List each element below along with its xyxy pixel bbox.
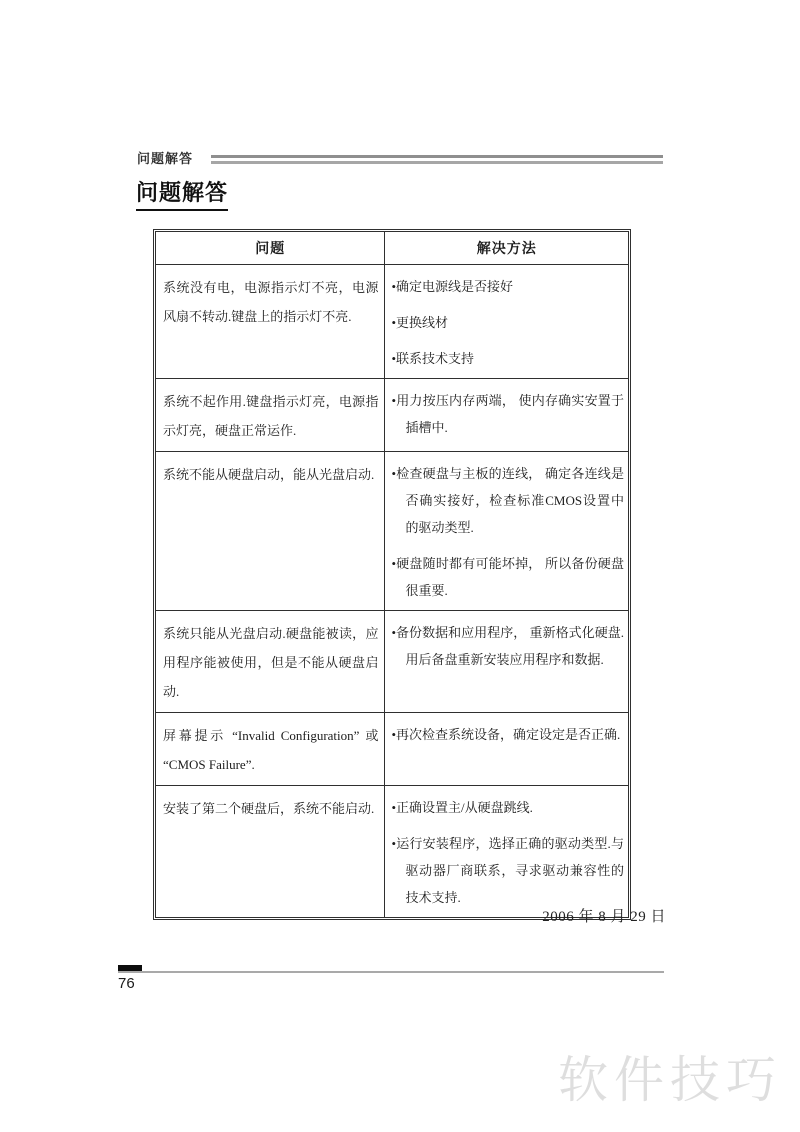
solution-item: •检查硬盘与主板的连线， 确定各连线是否确实接好，检查标准CMOS设置中的驱动类型. [391, 466, 624, 535]
table-row [156, 265, 629, 379]
solution-item: •硬盘随时都有可能坏掉， 所以备份硬盘很重要. [391, 556, 624, 598]
running-header-label: 问题解答 [137, 151, 194, 166]
solution-cell [385, 786, 629, 918]
solution-cell [385, 452, 629, 611]
header-divider-line-bottom [211, 161, 663, 164]
solution-item: •联系技术支持 [391, 351, 475, 366]
footer-rule [118, 971, 664, 973]
problem-cell: 系统不起作用.键盘指示灯亮，电源指示灯亮，硬盘正常运作. [156, 379, 385, 452]
table-row [156, 379, 629, 452]
solution-item: •再次检查系统设备，确定设定是否正确. [391, 727, 621, 742]
solution-item: •更换线材 [391, 315, 449, 330]
table-row [156, 786, 629, 918]
table-row [156, 713, 629, 786]
solution-cell [385, 713, 629, 786]
header-divider-lines [211, 155, 663, 164]
solution-item: •运行安装程序，选择正确的驱动类型.与驱动器厂商联系，寻求驱动兼容性的技术支持. [391, 836, 624, 905]
table-row [156, 611, 629, 713]
solution-item: •确定电源线是否接好 [391, 279, 514, 294]
header-divider-line-top [211, 155, 663, 158]
page-title: 问题解答 [136, 176, 228, 211]
date-line: 2006 年 8 月 29 日 [542, 909, 666, 925]
problem-cell: 系统没有电，电源指示灯不亮，电源风扇不转动.键盘上的指示灯不亮. [156, 265, 385, 379]
problem-cell: 屏幕提示 “Invalid Configuration” 或 “CMOS Failure”. [156, 713, 385, 786]
solution-item: •正确设置主/从硬盘跳线. [391, 800, 533, 815]
solution-cell [385, 265, 629, 379]
solution-item: •备份数据和应用程序， 重新格式化硬盘. 用后备盘重新安装应用程序和数据. [391, 625, 624, 667]
column-header-problem: 问题 [156, 232, 385, 265]
problem-cell: 系统只能从光盘启动.硬盘能被读，应用程序能被使用，但是不能从硬盘启动. [156, 611, 385, 713]
troubleshooting-table [153, 229, 631, 920]
problem-cell: 安装了第二个硬盘后，系统不能启动. [156, 786, 385, 918]
page-number: 76 [118, 975, 135, 992]
table-row [156, 452, 629, 611]
solution-item: •用力按压内存两端， 使内存确实安置于插槽中. [391, 393, 624, 435]
table-header-row [156, 232, 629, 265]
column-header-solution: 解决方法 [385, 232, 629, 265]
problem-cell: 系统不能从硬盘启动，能从光盘启动. [156, 452, 385, 611]
solution-cell [385, 379, 629, 452]
solution-cell [385, 611, 629, 713]
watermark: 软件技巧 [558, 1052, 782, 1108]
